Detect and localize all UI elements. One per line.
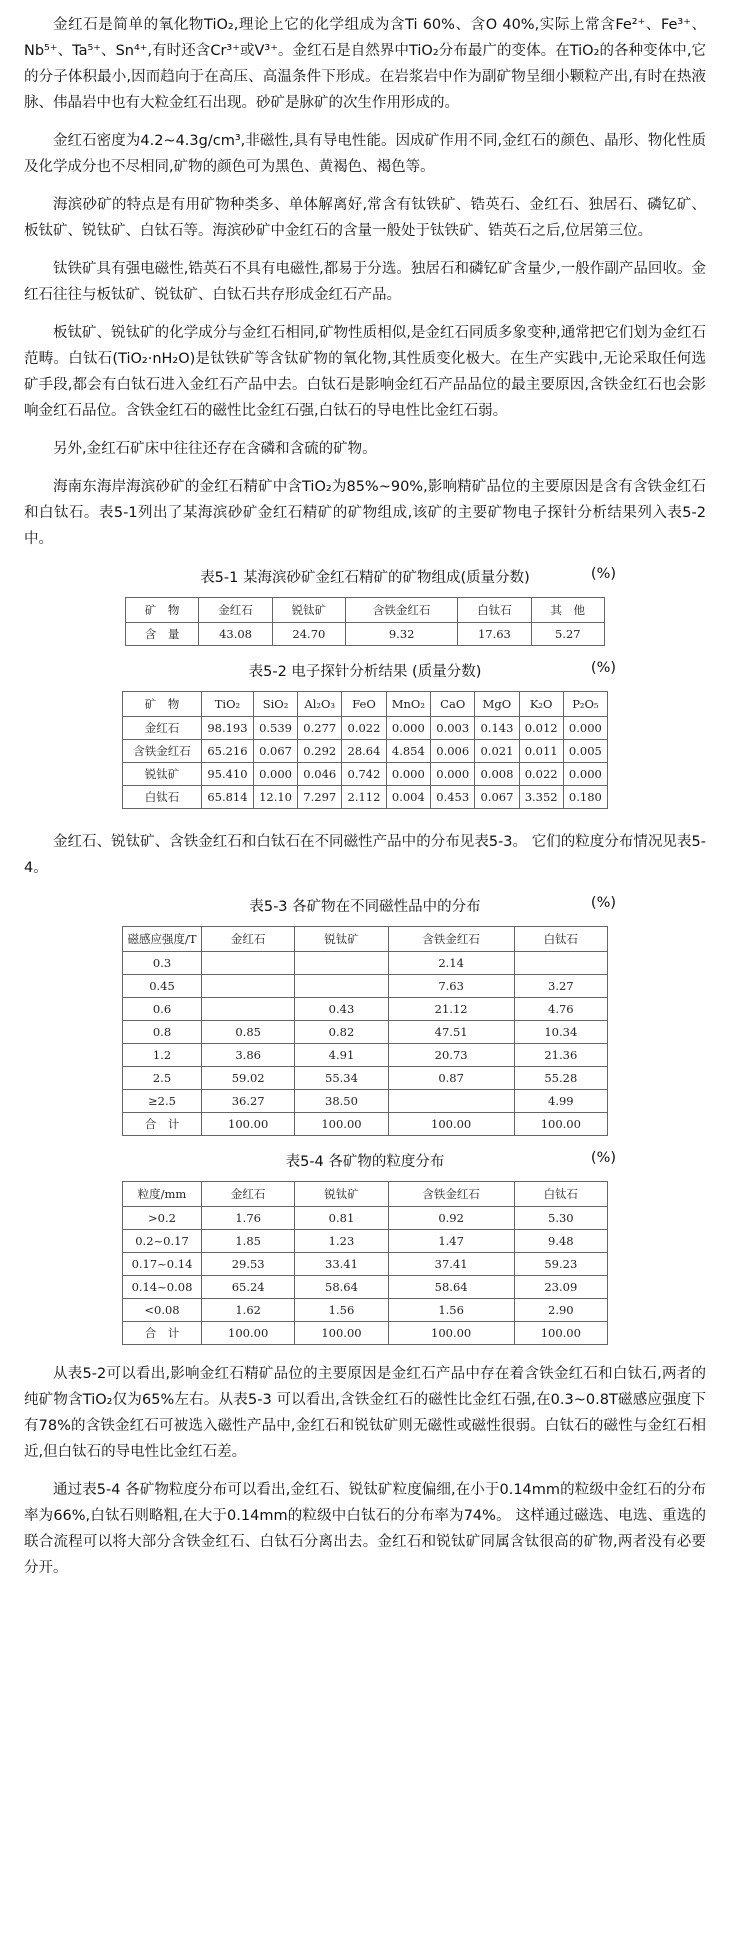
table-cell: 1.76 (202, 1207, 295, 1230)
table-5-3-caption: 表5-3 各矿物在不同磁性品中的分布 (249, 899, 481, 915)
table-cell: 1.56 (295, 1299, 388, 1322)
table-cell: 白钛石 (123, 786, 202, 809)
table-cell: 0.87 (388, 1067, 514, 1090)
table-cell: 0.85 (202, 1021, 295, 1044)
table-5-1-title (24, 566, 706, 587)
table-header-row (123, 1182, 608, 1207)
table-cell: <0.08 (123, 1299, 202, 1322)
table-cell: 0.000 (253, 763, 297, 786)
table-cell: 59.02 (202, 1067, 295, 1090)
table-cell: 1.2 (123, 1044, 202, 1067)
paragraph-10: 通过表5-4 各矿物粒度分布可以看出,金红石、锐钛矿粒度偏细,在小于0.14mm的粒级中金红石的分布率为66%,白钛石则略粗,在大于0.14mm的粒级中白钛石的分布率为74%。 这样通过磁选、电选、重选的联合流程可以将大部分含铁金红石、白钛石分离出去。金红石和锐钛矿同属含钛很高的矿物,两者没有必要分开。 (24, 1482, 706, 1576)
table-header-cell: SiO₂ (253, 692, 297, 717)
table-5-4-title (24, 1150, 706, 1171)
table-cell (514, 952, 607, 975)
table-cell: 0.021 (475, 740, 519, 763)
table-row (123, 1322, 608, 1345)
table-cell: 38.50 (295, 1090, 388, 1113)
table-row (123, 1113, 608, 1136)
table-cell: 43.08 (199, 623, 272, 646)
table-cell: 24.70 (272, 623, 345, 646)
table-cell: 4.854 (386, 740, 431, 763)
table-cell: 21.36 (514, 1044, 607, 1067)
table-cell: 0.006 (431, 740, 475, 763)
table-header-cell: 锐钛矿 (295, 1182, 388, 1207)
table-cell: 锐钛矿 (123, 763, 202, 786)
table-cell: 合 计 (123, 1322, 202, 1345)
table-cell: 0.011 (519, 740, 563, 763)
table-cell (202, 975, 295, 998)
table-cell: 0.067 (253, 740, 297, 763)
table-cell: 95.410 (202, 763, 254, 786)
table-cell: 0.180 (563, 786, 607, 809)
table-cell: 0.45 (123, 975, 202, 998)
table-cell: 4.91 (295, 1044, 388, 1067)
table-row (123, 717, 608, 740)
table-row (123, 740, 608, 763)
table-cell: 100.00 (202, 1113, 295, 1136)
table-5-2-unit: (%) (590, 660, 616, 676)
table-cell: 0.000 (563, 717, 607, 740)
table-cell: 0.43 (295, 998, 388, 1021)
table-header-cell: 矿 物 (126, 598, 199, 623)
table-cell: 0.000 (563, 763, 607, 786)
table-cell: >0.2 (123, 1207, 202, 1230)
table-cell: 59.23 (514, 1253, 607, 1276)
table-row (123, 1044, 608, 1067)
table-cell: 2.112 (342, 786, 386, 809)
table-cell: 0.067 (475, 786, 519, 809)
table-5-2-title (24, 660, 706, 681)
table-cell: 0.003 (431, 717, 475, 740)
table-header-cell: 矿 物 (123, 692, 202, 717)
table-cell: 1.56 (388, 1299, 514, 1322)
table-cell: 9.48 (514, 1230, 607, 1253)
table-header-cell: 锐钛矿 (295, 927, 388, 952)
table-cell: 0.6 (123, 998, 202, 1021)
table-row (123, 1253, 608, 1276)
table-header-cell: 金红石 (199, 598, 272, 623)
table-header-cell: 白钛石 (514, 927, 607, 952)
table-cell: 20.73 (388, 1044, 514, 1067)
table-cell: 0.008 (475, 763, 519, 786)
table-cell: 58.64 (295, 1276, 388, 1299)
table-row (123, 1207, 608, 1230)
table-row (126, 623, 605, 646)
table-cell: 0.022 (519, 763, 563, 786)
table-header-cell: 金红石 (202, 1182, 295, 1207)
table-5-1-unit: (%) (590, 566, 616, 582)
table-5-2-caption: 表5-2 电子探针分析结果 (质量分数) (248, 664, 482, 680)
table-cell: 37.41 (388, 1253, 514, 1276)
table-cell: 0.005 (563, 740, 607, 763)
table-cell: 0.742 (342, 763, 386, 786)
table-cell: 2.14 (388, 952, 514, 975)
table-cell: 100.00 (388, 1322, 514, 1345)
table-cell: 0.3 (123, 952, 202, 975)
table-5-2 (122, 691, 608, 809)
table-cell: 0.143 (475, 717, 519, 740)
table-header-cell: 金红石 (202, 927, 295, 952)
table-cell: 0.004 (386, 786, 431, 809)
table-cell: 1.85 (202, 1230, 295, 1253)
table-cell: 4.99 (514, 1090, 607, 1113)
table-cell: ≥2.5 (123, 1090, 202, 1113)
table-cell: 100.00 (295, 1322, 388, 1345)
table-cell: 0.81 (295, 1207, 388, 1230)
table-header-cell: 含铁金红石 (388, 927, 514, 952)
table-cell (295, 952, 388, 975)
table-cell: 98.193 (202, 717, 254, 740)
table-cell: 0.92 (388, 1207, 514, 1230)
table-row (123, 1276, 608, 1299)
table-5-4 (122, 1181, 608, 1345)
table-header-cell: 粒度/mm (123, 1182, 202, 1207)
table-cell: 含铁金红石 (123, 740, 202, 763)
table-header-cell: MgO (475, 692, 519, 717)
table-row (123, 998, 608, 1021)
table-cell: 5.30 (514, 1207, 607, 1230)
table-cell: 0.14~0.08 (123, 1276, 202, 1299)
table-header-cell: 锐钛矿 (272, 598, 345, 623)
table-5-3-unit: (%) (590, 895, 616, 911)
table-cell: 2.90 (514, 1299, 607, 1322)
table-header-cell: TiO₂ (202, 692, 254, 717)
table-cell: 21.12 (388, 998, 514, 1021)
paragraph-2: 金红石密度为4.2~4.3g/cm³,非磁性,具有导电性能。因成矿作用不同,金红石的颜色、晶形、物化性质及化学成分也不尽相同,矿物的颜色可为黑色、黄褐色、褐色等。 (24, 133, 706, 175)
table-cell: 0.17~0.14 (123, 1253, 202, 1276)
table-cell: 7.297 (298, 786, 342, 809)
table-header-row (126, 598, 605, 623)
table-cell: 0.046 (298, 763, 342, 786)
table-cell: 100.00 (514, 1113, 607, 1136)
table-cell: 0.292 (298, 740, 342, 763)
table-cell: 36.27 (202, 1090, 295, 1113)
table-cell: 0.82 (295, 1021, 388, 1044)
table-cell: 47.51 (388, 1021, 514, 1044)
table-cell: 28.64 (342, 740, 386, 763)
table-row (123, 1021, 608, 1044)
table-row (123, 1230, 608, 1253)
paragraph-4: 钛铁矿具有强电磁性,锆英石不具有电磁性,都易于分选。独居石和磷钇矿含量少,一般作副产品回收。金红石往往与板钛矿、锐钛矿、白钛石共存形成金红石产品。 (24, 261, 706, 303)
table-row (123, 1299, 608, 1322)
table-cell (202, 952, 295, 975)
table-cell: 合 计 (123, 1113, 202, 1136)
table-cell: 金红石 (123, 717, 202, 740)
paragraph-5: 板钛矿、锐钛矿的化学成分与金红石相同,矿物性质相似,是金红石同质多象变种,通常把它们划为金红石范畴。白钛石(TiO₂·nH₂O)是钛铁矿等含钛矿物的氧化物,其性质变化极大。在生产实践中,无论采取任何选矿手段,都会有白钛石进入金红石产品中去。白钛石是影响金红石产品品位的最主要原因,含铁金红石也会影响金红石品位。含铁金红石的磁性比金红石强,白钛石的导电性比金红石弱。 (24, 325, 706, 419)
table-header-cell: 白钛石 (514, 1182, 607, 1207)
table-cell: 55.28 (514, 1067, 607, 1090)
table-row (123, 763, 608, 786)
table-cell: 100.00 (202, 1322, 295, 1345)
table-row (123, 952, 608, 975)
table-cell: 100.00 (514, 1322, 607, 1345)
table-cell: 0.012 (519, 717, 563, 740)
table-cell: 9.32 (346, 623, 458, 646)
table-row (123, 975, 608, 998)
table-header-cell: 白钛石 (458, 598, 531, 623)
table-row (123, 786, 608, 809)
table-cell: 100.00 (388, 1113, 514, 1136)
paragraph-7: 海南东海岸海滨砂矿的金红石精矿中含TiO₂为85%~90%,影响精矿品位的主要原因是含有含铁金红石和白钛石。表5-1列出了某海滨砂矿金红石精矿的矿物组成,该矿的主要矿物电子探针分析结果列入表5-2中。 (24, 479, 706, 547)
table-5-4-caption: 表5-4 各矿物的粒度分布 (285, 1154, 445, 1170)
paragraph-3: 海滨砂矿的特点是有用矿物种类多、单体解离好,常含有钛铁矿、锆英石、金红石、独居石、磷钇矿、板钛矿、锐钛矿、白钛石等。海滨砂矿中金红石的含量一般处于钛铁矿、锆英石之后,位居第三位。 (24, 197, 706, 239)
table-cell (295, 975, 388, 998)
table-cell: 1.62 (202, 1299, 295, 1322)
table-5-1-caption: 表5-1 某海滨砂矿金红石精矿的矿物组成(质量分数) (200, 570, 530, 586)
table-cell: 4.76 (514, 998, 607, 1021)
table-cell: 0.000 (386, 763, 431, 786)
table-cell: 含 量 (126, 623, 199, 646)
paragraph-8: 金红石、锐钛矿、含铁金红石和白钛石在不同磁性产品中的分布见表5-3。 它们的粒度分布情况见表5-4。 (24, 834, 706, 876)
table-header-row (123, 927, 608, 952)
table-row (123, 1067, 608, 1090)
table-cell: 0.277 (298, 717, 342, 740)
table-cell: 58.64 (388, 1276, 514, 1299)
table-header-cell: 含铁金红石 (346, 598, 458, 623)
table-cell: 0.022 (342, 717, 386, 740)
table-5-1 (125, 597, 605, 646)
table-cell: 7.63 (388, 975, 514, 998)
table-header-cell: P₂O₅ (563, 692, 607, 717)
table-header-cell: K₂O (519, 692, 563, 717)
table-cell: 0.2~0.17 (123, 1230, 202, 1253)
table-cell: 12.10 (253, 786, 297, 809)
paragraph-6: 另外,金红石矿床中往往还存在含磷和含硫的矿物。 (53, 441, 377, 457)
paragraph-9: 从表5-2可以看出,影响金红石精矿品位的主要原因是金红石产品中存在着含铁金红石和白钛石,两者的纯矿物含TiO₂仅为65%左右。从表5-3 可以看出,含铁金红石的磁性比金红石强,在0.3~0.8T磁感应强度下有78%的含铁金红石可被选入磁性产品中,金红石和锐钛矿则无磁性或磁性很弱。白钛石的磁性与金红石相近,但白钛石的导电性比金红石差。 (24, 1366, 706, 1460)
table-cell: 33.41 (295, 1253, 388, 1276)
table-cell: 0.539 (253, 717, 297, 740)
table-cell: 10.34 (514, 1021, 607, 1044)
table-cell: 55.34 (295, 1067, 388, 1090)
table-header-cell: 其 他 (531, 598, 604, 623)
table-header-cell: Al₂O₃ (298, 692, 342, 717)
table-cell: 23.09 (514, 1276, 607, 1299)
table-cell: 65.24 (202, 1276, 295, 1299)
table-5-3-title (24, 895, 706, 916)
table-cell: 3.86 (202, 1044, 295, 1067)
table-header-cell: 含铁金红石 (388, 1182, 514, 1207)
table-5-3 (122, 926, 608, 1136)
table-cell: 3.352 (519, 786, 563, 809)
table-cell: 65.216 (202, 740, 254, 763)
table-header-cell: CaO (431, 692, 475, 717)
table-cell: 0.000 (386, 717, 431, 740)
table-cell: 29.53 (202, 1253, 295, 1276)
table-cell: 3.27 (514, 975, 607, 998)
table-5-4-unit: (%) (590, 1150, 616, 1166)
table-cell: 100.00 (295, 1113, 388, 1136)
paragraph-1: 金红石是简单的氧化物TiO₂,理论上它的化学组成为含Ti 60%、含O 40%,实际上常含Fe²⁺、Fe³⁺、Nb⁵⁺、Ta⁵⁺、Sn⁴⁺,有时还含Cr³⁺或V³⁺。金红石是自然界中TiO₂分布最广的变体。在TiO₂的各种变体中,它的分子体积最小,因而趋向于在高压、高温条件下形成。在岩浆岩中作为副矿物呈细小颗粒产出,有时在热液脉、伟晶岩中也有大粒金红石出现。砂矿是脉矿的次生作用形成的。 (24, 17, 706, 111)
table-header-cell: FeO (342, 692, 386, 717)
table-cell (388, 1090, 514, 1113)
table-cell (202, 998, 295, 1021)
table-cell: 0.453 (431, 786, 475, 809)
table-cell: 17.63 (458, 623, 531, 646)
table-row (123, 1090, 608, 1113)
table-header-row (123, 692, 608, 717)
table-cell: 1.47 (388, 1230, 514, 1253)
table-header-cell: 磁感应强度/T (123, 927, 202, 952)
table-cell: 0.8 (123, 1021, 202, 1044)
table-header-cell: MnO₂ (386, 692, 431, 717)
table-cell: 1.23 (295, 1230, 388, 1253)
table-cell: 65.814 (202, 786, 254, 809)
table-cell: 5.27 (531, 623, 604, 646)
table-cell: 0.000 (431, 763, 475, 786)
table-cell: 2.5 (123, 1067, 202, 1090)
